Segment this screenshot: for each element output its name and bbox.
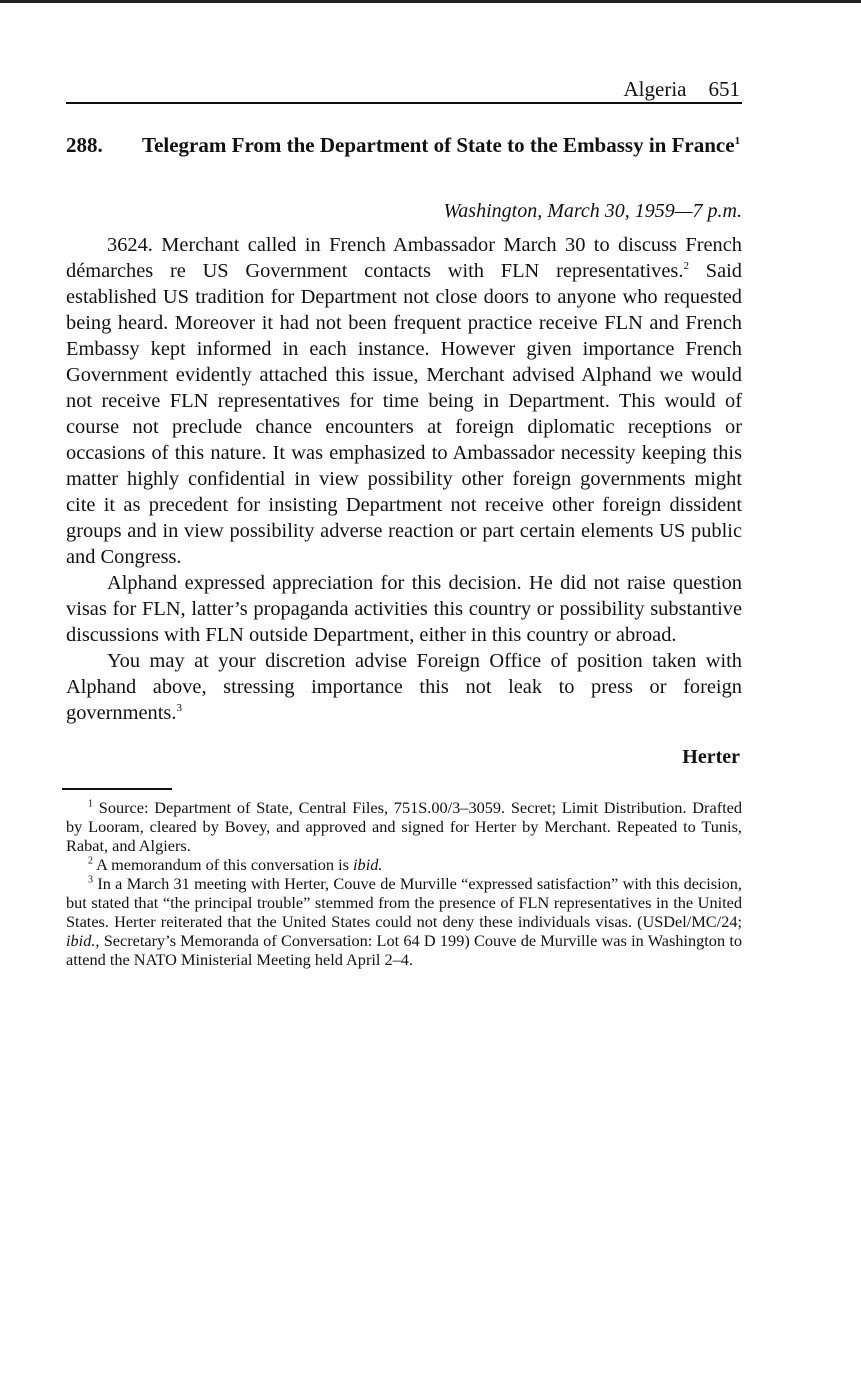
footnote-2-mark: 2 [88, 855, 93, 867]
document-number: 288. [66, 133, 103, 157]
footnote-ref-3: 3 [176, 702, 182, 715]
header-rule [66, 102, 742, 104]
footnote-3 [66, 874, 742, 969]
footnote-2 [66, 855, 742, 874]
footnotes [66, 798, 742, 969]
document-page [66, 76, 742, 969]
running-head [66, 76, 742, 102]
top-edge-line [0, 0, 861, 3]
page-number: 651 [708, 77, 740, 101]
footnote-3-text-b: , Secretary’s Memoranda of Conversation: Lot 64 D 199) Couve de Murville was in Washington to attend the NATO Ministerial Meeting held April 2–4. [66, 931, 742, 969]
paragraph-1 [66, 232, 742, 570]
footnote-2-text: A memorandum of this conversation is [96, 855, 349, 874]
paragraph-3 [66, 648, 742, 726]
footnote-3-text-a: In a March 31 meeting with Herter, Couve de Murville “expressed satisfaction” with this decision, but stated that “the principal trouble” stemmed from the presence of FLN representatives in the United States. Herter reiterated that the United States could not deny these individuals visas. (USDel/MC/24; [66, 874, 742, 931]
footnote-1-mark: 1 [88, 798, 93, 810]
footnote-ref-1: 1 [734, 135, 741, 147]
footnote-rule [62, 788, 172, 790]
dateline: Washington, March 30, 1959—7 p.m. [443, 200, 742, 222]
document-heading [66, 132, 742, 158]
document-title [142, 132, 740, 158]
footnote-3-mark: 3 [88, 874, 93, 886]
paragraph-1-start: 3624. Merchant called in French Ambassador March 30 to discuss French démarches re US Government contacts with FLN representatives. [66, 234, 742, 282]
footnote-ref-2: 2 [683, 260, 689, 273]
footnote-3-ibid: ibid. [66, 931, 96, 950]
paragraph-3-text: You may at your discretion advise Foreign Office of position taken with Alphand above, stressing importance this not leak to press or foreign governments. [66, 650, 742, 724]
footnote-2-ibid: ibid. [353, 855, 383, 874]
paragraph-1-rest: Said established US tradition for Department not close doors to anyone who requested being heard. Moreover it had not been frequent practice receive FLN and French Embassy kept informed in each instance. However given importance French Government evidently attached this issue, Merchant advised Alphand we would not receive FLN representatives for time being in Department. This would of course not preclude chance encounters at foreign diplomatic receptions or occasions of this nature. It was emphasized to Ambassador necessity keeping this matter highly confidential in view possibility other foreign governments might cite it as precedent for insisting Department not receive other foreign dissident groups and in view possibility adverse reaction or part certain elements US public and Congress. [66, 260, 742, 568]
footnote-1 [66, 798, 742, 855]
document-title-text: Telegram From the Department of State to the Embassy in France [142, 133, 735, 157]
footnote-1-text: Source: Department of State, Central Files, 751S.00/3–3059. Secret; Limit Distribution. Drafted by Looram, cleared by Bovey, and approved and signed for Herter by Merchant. Repeated to Tunis, Rabat, and Algiers. [66, 798, 743, 855]
paragraph-2: Alphand expressed appreciation for this decision. He did not raise question visas for FLN, latter’s propaganda activities this country or possibility substantive discussions with FLN outside Department, either in this country or abroad. [66, 572, 742, 646]
signature: Herter [682, 746, 740, 768]
telegram-body [66, 232, 742, 726]
running-head-section: Algeria [623, 77, 687, 101]
